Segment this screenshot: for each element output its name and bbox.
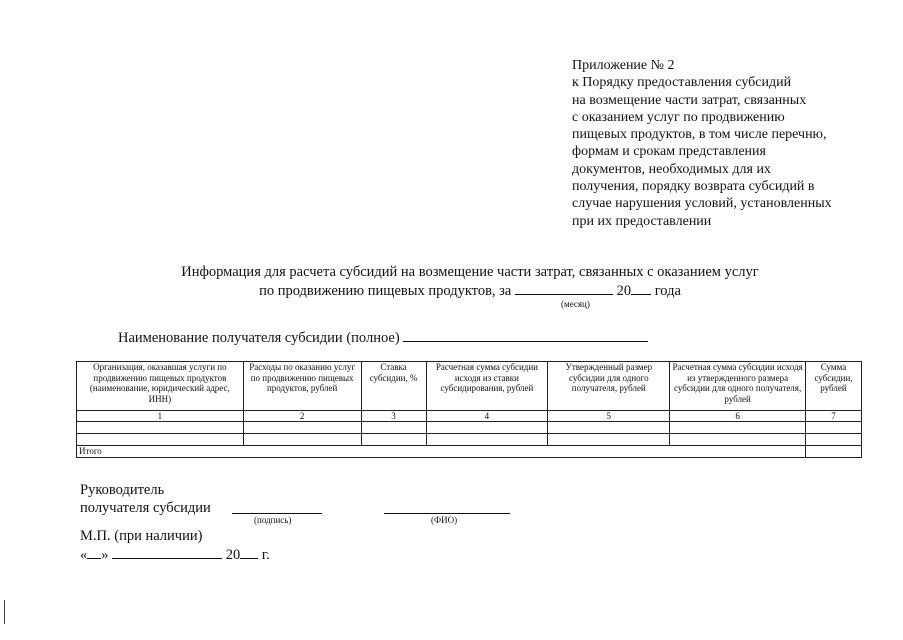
appendix-line: формам и срокам представления	[572, 144, 766, 160]
month-blank-bottom[interactable]	[112, 545, 222, 559]
signature-hint: (подпись)	[254, 515, 292, 525]
stamp-label: М.П. (при наличии)	[80, 528, 203, 544]
table-cell[interactable]	[426, 422, 548, 434]
table-number-row	[77, 411, 862, 422]
date-line	[80, 545, 270, 564]
appendix-line: получения, порядку возврата субсидий в	[572, 179, 815, 195]
appendix-line: Приложение № 2	[572, 58, 675, 73]
column-number: 6	[670, 411, 806, 422]
table-cell[interactable]	[361, 422, 426, 434]
table-header: Расчетная сумма субсидии исходя из ставки субсидирования, рублей	[426, 362, 548, 411]
column-number: 3	[361, 411, 426, 422]
appendix-line: с оказанием услуг по продвижению	[572, 109, 785, 125]
column-number: 4	[426, 411, 548, 422]
table-header-row	[77, 362, 862, 411]
date-year-blank[interactable]	[240, 545, 258, 559]
subsidy-table	[76, 361, 862, 458]
date-suffix: г.	[261, 547, 270, 563]
appendix-line: документов, необходимых для их	[572, 161, 771, 177]
table-cell[interactable]	[361, 434, 426, 446]
table-header: Утвержденный размер субсидии для одного получателя, рублей	[548, 362, 670, 411]
total-cell[interactable]	[806, 446, 862, 458]
table-cell[interactable]	[243, 422, 361, 434]
table-total-row	[77, 446, 862, 458]
title-line-2	[60, 281, 880, 300]
date-close-quote: »	[101, 547, 109, 563]
title-line-2-text: по продвижению пищевых продуктов, за	[259, 283, 512, 299]
table-header: Ставка субсидии, %	[361, 362, 426, 411]
table-cell[interactable]	[670, 434, 806, 446]
title-line-1: Информация для расчета субсидий на возмещение части затрат, связанных с оказанием услуг	[181, 264, 759, 280]
year-blank[interactable]	[631, 281, 651, 295]
appendix-line: случае нарушения условий, установленных	[572, 196, 832, 212]
table-cell[interactable]	[670, 422, 806, 434]
signature-blank[interactable]	[232, 512, 322, 514]
date-open-quote: «	[80, 547, 88, 563]
appendix-block	[572, 57, 872, 230]
table-cell[interactable]	[548, 434, 670, 446]
table-cell[interactable]	[806, 434, 862, 446]
table-row	[77, 434, 862, 446]
table-row	[77, 422, 862, 434]
day-blank[interactable]	[87, 545, 101, 559]
signer-title-line-1: Руководитель	[80, 482, 165, 498]
year-suffix: года	[654, 283, 681, 299]
recipient-label: Наименование получателя субсидии (полное)	[118, 330, 400, 346]
table-cell[interactable]	[426, 434, 548, 446]
table-cell[interactable]	[806, 422, 862, 434]
month-hint: (месяц)	[561, 299, 590, 309]
table-cell[interactable]	[77, 422, 244, 434]
year-prefix: 20	[616, 283, 632, 299]
appendix-line: к Порядку предоставления субсидий	[572, 75, 792, 91]
table-header: Сумма субсидии, рублей	[806, 362, 862, 411]
signer-title	[80, 481, 211, 517]
table-header: Расходы по оказанию услуг по продвижению пищевых продуктов, рублей	[243, 362, 361, 411]
margin-mark	[4, 600, 5, 624]
recipient-blank[interactable]	[403, 327, 648, 342]
column-number: 1	[77, 411, 244, 422]
date-year: 20	[225, 547, 241, 563]
table-cell[interactable]	[243, 434, 361, 446]
month-blank[interactable]	[515, 281, 613, 295]
appendix-line: на возмещение части затрат, связанных	[572, 92, 807, 108]
column-number: 2	[243, 411, 361, 422]
document-title	[60, 263, 880, 300]
table-cell[interactable]	[77, 434, 244, 446]
column-number: 7	[806, 411, 862, 422]
table-header: Расчетная сумма субсидии исходя из утвержденного размера субсидии для одного получателя, рублей	[670, 362, 806, 411]
total-label: Итого	[77, 446, 806, 458]
name-blank[interactable]	[384, 512, 510, 514]
appendix-line: пищевых продуктов, в том числе перечню,	[572, 127, 827, 143]
recipient-line	[118, 327, 648, 347]
appendix-line: при их предоставлении	[572, 213, 712, 229]
table-header: Организация, оказавшая услуги по продвижению пищевых продуктов (наименование, юридический адрес, ИНН)	[77, 362, 244, 411]
table-cell[interactable]	[548, 422, 670, 434]
name-hint: (ФИО)	[431, 515, 458, 525]
column-number: 5	[548, 411, 670, 422]
signer-title-line-2: получателя субсидии	[80, 500, 211, 516]
